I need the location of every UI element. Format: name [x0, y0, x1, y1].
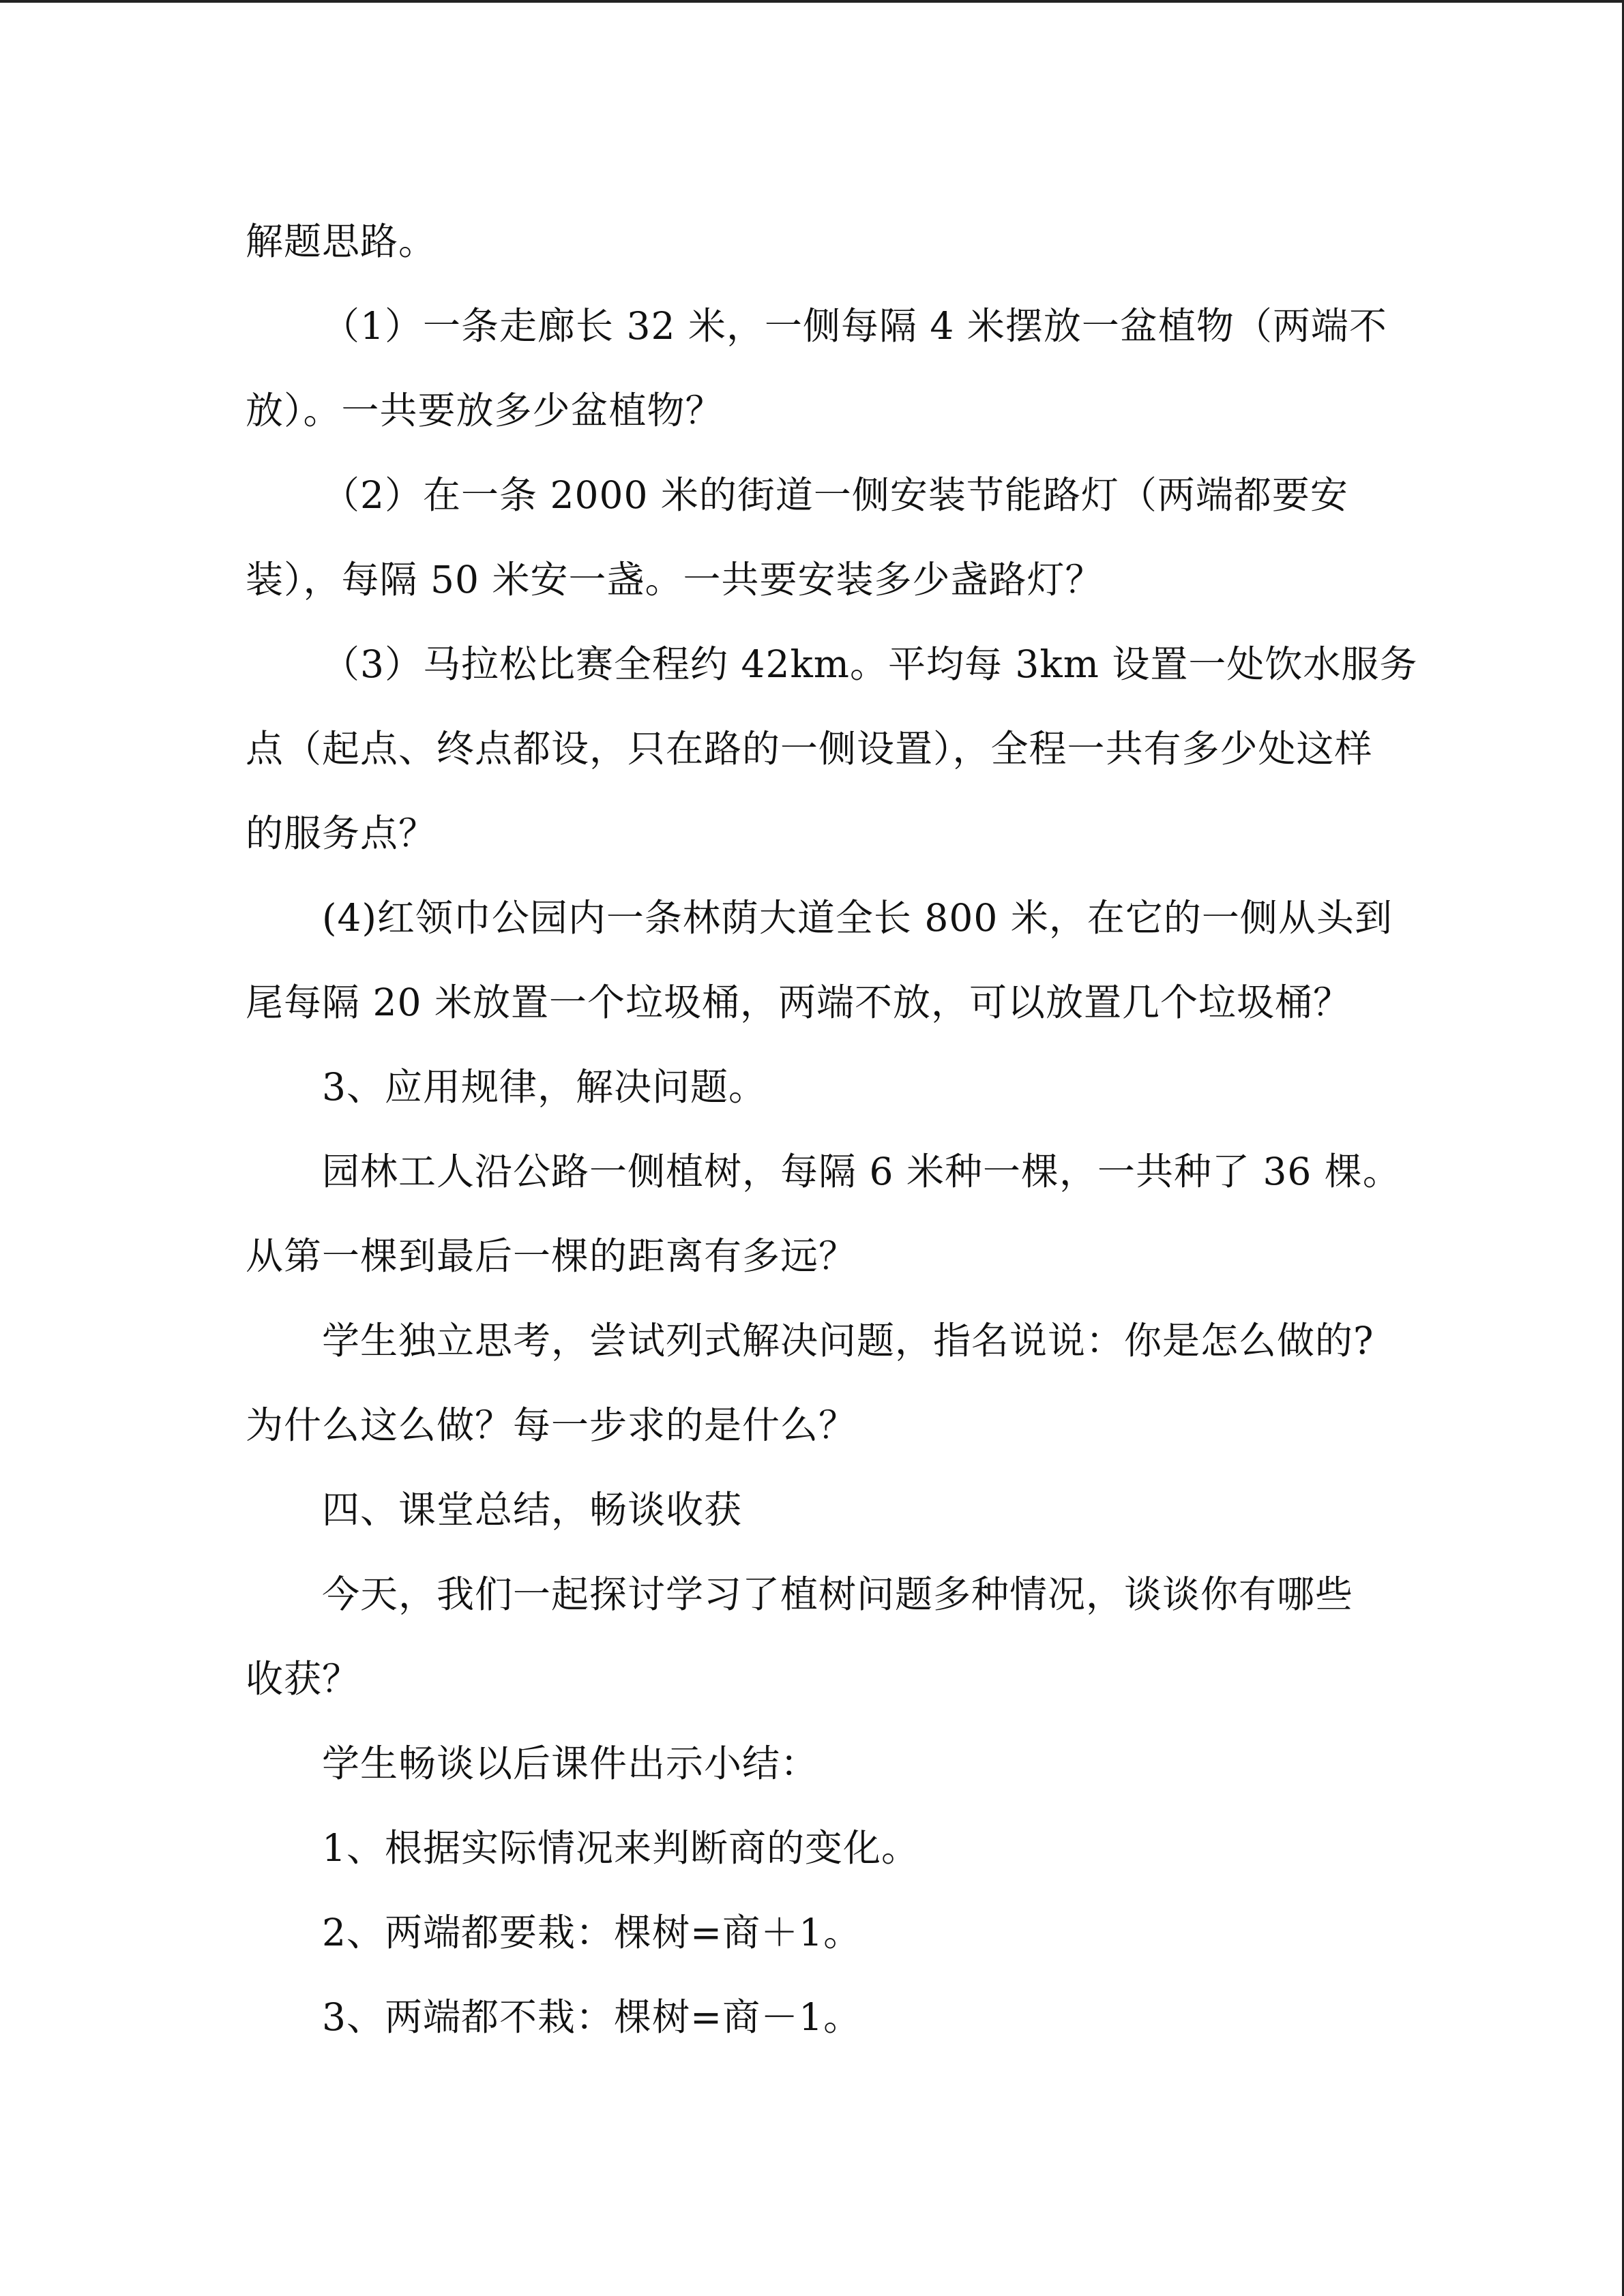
text-line: （3）马拉松比赛全程约 42km。平均每 3km 设置一处饮水服务 [322, 642, 1418, 686]
text-line: 3、应用规律，解决问题。 [322, 1065, 767, 1109]
text-line: （1）一条走廊长 32 米，一侧每隔 4 米摆放一盆植物（两端不 [322, 304, 1387, 348]
text-line: 点（起点、终点都设，只在路的一侧设置），全程一共有多少处这样 [246, 727, 1373, 771]
text-line: 解题思路。 [246, 220, 437, 263]
text-line: (4)红领巾公园内一条林荫大道全长 800 米，在它的一侧从头到 [322, 896, 1393, 940]
text-line: 1、根据实际情况来判断商的变化。 [322, 1826, 919, 1870]
text-line: 学生畅谈以后课件出示小结： [322, 1742, 819, 1785]
text-line: 2、两端都要栽：棵树=商＋1。 [322, 1911, 862, 1954]
text-line: 为什么这么做？每一步求的是什么？ [246, 1403, 857, 1447]
text-line: （2）在一条 2000 米的街道一侧安装节能路灯（两端都要安 [322, 473, 1348, 517]
text-line: 装），每隔 50 米安一盏。一共要安装多少盏路灯？ [246, 558, 1104, 601]
text-line: 今天，我们一起探讨学习了植树问题多种情况，谈谈你有哪些 [322, 1572, 1354, 1616]
text-line: 学生独立思考，尝试列式解决问题，指名说说：你是怎么做的? [322, 1319, 1374, 1362]
text-line: 的服务点？ [246, 811, 437, 855]
page-top-border [0, 0, 1624, 3]
text-line: 四、课堂总结，畅谈收获 [322, 1488, 743, 1532]
document-body [246, 199, 1418, 2059]
text-line: 从第一棵到最后一棵的距离有多远？ [246, 1234, 857, 1278]
text-line: 收获？ [246, 1657, 361, 1701]
text-line: 尾每隔 20 米放置一个垃圾桶，两端不放，可以放置几个垃圾桶？ [246, 981, 1351, 1024]
text-line: 园林工人沿公路一侧植树，每隔 6 米种一棵，一共种了 36 棵。 [322, 1150, 1401, 1193]
text-line: 放）。一共要放多少盆植物？ [246, 389, 724, 432]
text-line: 3、两端都不栽：棵树=商－1。 [322, 1995, 862, 2039]
